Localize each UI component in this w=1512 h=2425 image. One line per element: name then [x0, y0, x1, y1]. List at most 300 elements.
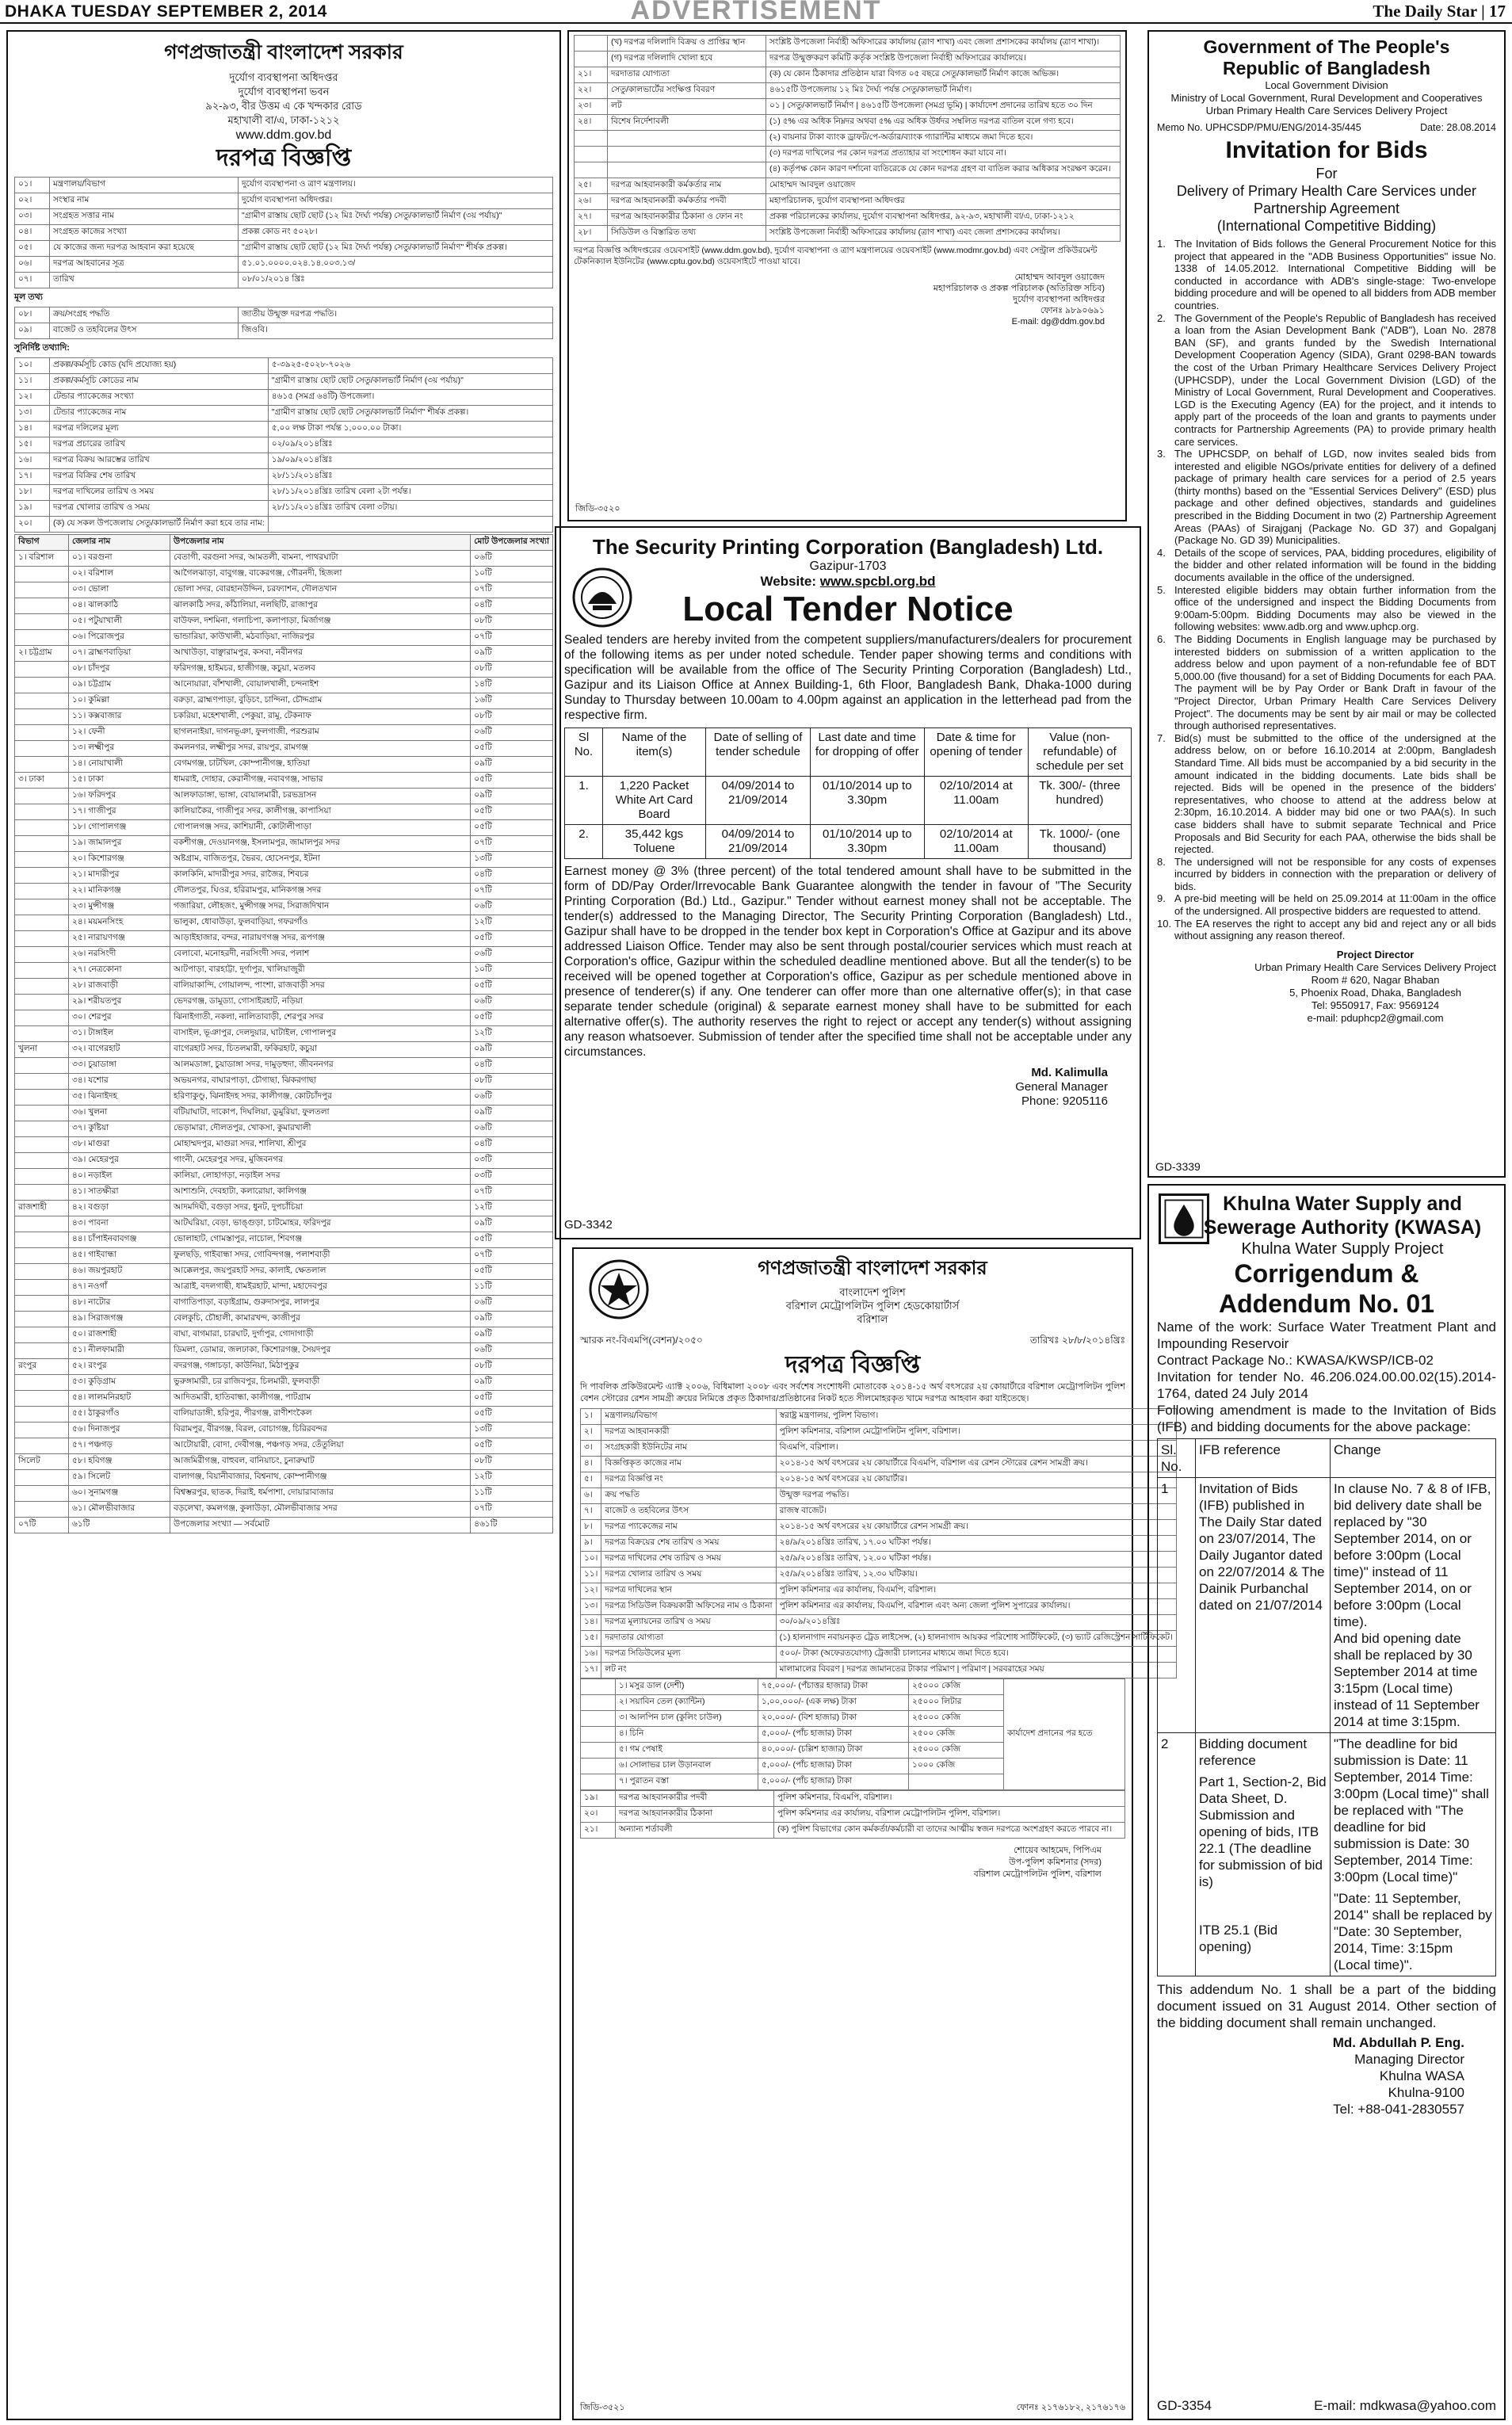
- ddm-dist-division: [15, 630, 69, 646]
- police-lot-qty: ২৫০০০ কেজি: [909, 1711, 1004, 1727]
- table-row: [581, 1807, 1125, 1823]
- police-key: দরপত্র আহবানকারী: [601, 1425, 776, 1441]
- ddm-dist-district: ১৪। নোয়াখালী: [69, 757, 170, 773]
- list-item: [1157, 856, 1496, 893]
- ddm-dist-count: ০৬টি: [471, 1090, 553, 1106]
- ddm-dist-count: ০৬টি: [471, 899, 553, 915]
- police-tail-key: দরপত্র আহবানকারীর ঠিকানা: [616, 1807, 774, 1823]
- ddm-dist-count: ০৪টি: [471, 1137, 553, 1153]
- gob-item-text: The Invitation of Bids follows the General Procurement Notice for this project that appeared in the "ADB Business Opportunities" issue No. 1338 of 14.05.2012. International Competitive Bidding will be conducted in accordance with ADB's single-stage: Two-envelope bidding procedure and will be opened to all bidders from ADB member countries.: [1174, 238, 1496, 311]
- ddm-cont-num: ২৩।: [575, 99, 608, 115]
- ddm-dist-division: [15, 836, 69, 852]
- police-value: উন্মুক্ত দরপত্র পদ্ধতি।: [776, 1488, 1176, 1504]
- table-row: [581, 1791, 1125, 1807]
- ddm-top-key: তারিখ: [50, 273, 239, 288]
- gob-gd-code: GD-3339: [1155, 1160, 1201, 1173]
- ddm-cont-table: [574, 35, 1121, 242]
- ddm-dist-upazilas: ভোলা সদর, বোরহানউদ্দিন, চরফ্যাশন, দৌলতখান: [170, 582, 471, 598]
- ddm-cont-num: [575, 147, 608, 162]
- table-row: [575, 178, 1121, 194]
- ddm-top-num: ০৬।: [15, 257, 50, 273]
- police-office: বরিশাল মেট্রোপলিটন পুলিশ হেডকোয়ার্টার্স: [785, 1300, 960, 1312]
- ddm-cont-key: দরপত্র আহবানকারী কর্মকর্তার নাম: [608, 178, 766, 194]
- table-row: [15, 1153, 553, 1169]
- table-row: [15, 725, 553, 741]
- police-num: ২।: [581, 1425, 601, 1441]
- kwasa-r2-c2: "Date: 11 September, 2014" shall be replaced by "Date: 30 September, 2014, Time: 3:15pm (Local time)".: [1334, 1891, 1492, 1972]
- table-row: [575, 194, 1121, 210]
- ddm-proj-key: প্রকল্প/কর্মসূচি কোডের নাম: [50, 374, 269, 390]
- ddm-dist-district: ৫৯। সিলেট: [69, 1470, 170, 1486]
- ddm-dist-district: ৪৬। জয়পুরহাট: [69, 1264, 170, 1280]
- ddm-proj-value: ২৮/১১/২০১৪খ্রিঃ তারিখ বেলা ৩টায়।: [268, 501, 552, 517]
- ddm-dist-count: ১২টি: [471, 1470, 553, 1486]
- police-num: ৭।: [581, 1504, 601, 1520]
- table-row: [15, 1216, 553, 1232]
- police-key: দরপত্র দাখিলের স্থান: [601, 1583, 776, 1599]
- ddm-dist-upazilas: ভোলাহাট, গোমস্তাপুর, নাচোল, শিবগঞ্জ: [170, 1232, 471, 1248]
- gob-item-number: 10.: [1157, 917, 1172, 930]
- table-row: [15, 1407, 553, 1423]
- ddm-dist-count: ০৭টি: [471, 1502, 553, 1518]
- ddm-dist-upazilas: কমলনগর, লক্ষ্মীপুর সদর, রায়পুর, রামগঞ্জ: [170, 741, 471, 757]
- police-lot-spacer: [581, 1711, 616, 1727]
- ddm-dist-upazilas: ভুরুঙ্গামারী, চর রাজিবপুর, চিলমারী, ফুলবাড়ী: [170, 1375, 471, 1391]
- kwasa-title1: Corrigendum &: [1234, 1259, 1419, 1288]
- ddm-dist-upazilas: আগৈলঝাড়া, বাবুগঞ্জ, বাকেরগঞ্জ, গৌরনদী, হিজলা: [170, 567, 471, 582]
- ddm-dist-count: ০৯টি: [471, 1327, 553, 1343]
- table-row: [575, 36, 1121, 52]
- ddm-dist-division: [15, 1470, 69, 1486]
- ddm-gov: গণপ্রজাতন্ত্রী বাংলাদেশ সরকার: [164, 41, 403, 63]
- ddm-dist-district: ০৭। ব্রাহ্মণবাড়িয়া: [69, 646, 170, 662]
- ddm-dist-count: ০৫টি: [471, 1438, 553, 1454]
- ddm-cont-num: ২৮।: [575, 226, 608, 242]
- gob-item-number: 6.: [1157, 633, 1166, 645]
- ddm-dist-count: ০৫টি: [471, 979, 553, 995]
- police-title: দরপত্র বিজ্ঞপ্তি: [785, 1352, 921, 1378]
- police-tail-num: ২০।: [581, 1807, 616, 1823]
- ddm-cont-key: সেতু/কালভার্টের সংক্ষিপ্ত বিবরণ: [608, 83, 766, 99]
- ddm-dist-division: [15, 915, 69, 931]
- ddm-dist-count: ০৭টি: [471, 1248, 553, 1264]
- ddm-dist-division: [15, 757, 69, 773]
- police-sign-title: উপ-পুলিশ কমিশনার (সদর): [1009, 1858, 1102, 1867]
- kwasa-invitation: Invitation for tender No. 46.206.024.00.00.02(15).2014-1764, dated 24 July 2014: [1157, 1369, 1496, 1401]
- ddm-proj-value: ১৯/০৯/২০১৪খ্রিঃ: [268, 453, 552, 469]
- police-date: তারিখঃ ২৮/৮/২০১৪খ্রিঃ: [1029, 1335, 1125, 1346]
- ddm-dist-division: রাজশাহী: [15, 1201, 69, 1216]
- spcbl-cell-opening: 02/10/2014 at 11.00am: [924, 825, 1028, 859]
- ddm-dist-upazilas: বিরামপুর, বীরগঞ্জ, বিরল, বোচাগঞ্জ, চিরিরবন্দর: [170, 1423, 471, 1438]
- table-row: [575, 67, 1121, 83]
- kwasa-sign-city: Khulna-9100: [1388, 2085, 1464, 2100]
- ddm-dist-header: জেলার নাম: [69, 535, 170, 551]
- kwasa-logo-icon: [1159, 1193, 1209, 1244]
- police-num: ১২।: [581, 1583, 601, 1599]
- table-row: [581, 1536, 1177, 1552]
- ddm-dist-division: [15, 1438, 69, 1454]
- gob-item-number: 5.: [1157, 583, 1166, 596]
- ddm-dist-division: ১। বরিশাল: [15, 551, 69, 567]
- table-row: [581, 1472, 1177, 1488]
- ddm-dist-district: ২০। কিশোরগঞ্জ: [69, 852, 170, 868]
- ddm-top-num: ০২।: [15, 193, 50, 209]
- table-row: [15, 757, 553, 773]
- ddm-top-value: "গ্রামীণ রাস্তায় ছোট ছোট (১২ মিঃ দৈর্ঘ্য পর্যন্ত) সেতু/কালভার্ট নির্মাণ" শীর্ষক প্রকল্প।: [239, 241, 553, 257]
- ddm-dist-district: ০৮। চাঁদপুর: [69, 662, 170, 678]
- police-lot-security: ৫,০০০/- (পাঁচ হাজার) টাকা: [758, 1727, 909, 1743]
- ddm-dist-district: ৫৫। ঠাকুরগাঁও: [69, 1407, 170, 1423]
- ddm-dist-count: ০৩টি: [471, 1169, 553, 1185]
- ddm-mid-key: বাজেট ও তহবিলের উৎস: [50, 323, 239, 339]
- table-row: [15, 1010, 553, 1026]
- spcbl-city: Gazipur-1703: [809, 559, 887, 573]
- table-row: [15, 1121, 553, 1137]
- ddm-dist-upazilas: বড়লেখা, কমলগঞ্জ, কুলাউড়া, মৌলভীবাজার সদর: [170, 1502, 471, 1518]
- ddm-dist-district: ৪৮। নাটোর: [69, 1296, 170, 1312]
- ddm-dist-upazilas: ডিমলা, ডোমার, জলঢাকা, কিশোরগঞ্জ, সৈয়দপুর: [170, 1343, 471, 1359]
- ddm-dist-division: [15, 1216, 69, 1232]
- spcbl-website-link[interactable]: www.spcbl.org.bd: [819, 574, 936, 589]
- police-num: ১৩।: [581, 1599, 601, 1615]
- ddm-dist-upazilas: কালকিনি, মাদারীপুর সদর, রাজৈর, শিবচর: [170, 868, 471, 884]
- ddm-dist-upazilas: ভেড়ামারা, দৌলতপুর, খোকসা, কুমারখালী: [170, 1121, 471, 1137]
- ddm-dist-district: ৪১। সাতক্ষীরা: [69, 1185, 170, 1201]
- ddm-dist-district: ০৯। চট্টগ্রাম: [69, 678, 170, 693]
- ddm-dist-division: [15, 995, 69, 1010]
- ddm-dist-upazilas: আটপাড়া, বারহাট্টা, দুর্গাপুর, খালিয়াজুরী: [170, 963, 471, 979]
- ddm-dist-count: ০৫টি: [471, 773, 553, 789]
- ddm-dist-count: ১৪টি: [471, 678, 553, 693]
- ddm-top-num: ০৩।: [15, 209, 50, 225]
- gob-memo: Memo No. UPHCSDP/PMU/ENG/2014-35/445: [1157, 122, 1361, 133]
- ddm-dist-division: [15, 899, 69, 915]
- ddm-continuation-ad: [567, 30, 1127, 521]
- ddm-sign-email[interactable]: E-mail: dg@ddm.gov.bd: [1011, 317, 1105, 327]
- ddm-dist-upazilas: অষ্টগ্রাম, বাজিতপুর, ভৈরব, হোসেনপুর, ইটনা: [170, 852, 471, 868]
- ddm-cont-value: মহাপরিচালক, দুর্যোগ ব্যবস্থাপনা অধিদপ্তর: [766, 194, 1121, 210]
- ddm-dist-division: [15, 1391, 69, 1407]
- ddm-cont-value: সংশ্লিষ্ট উপজেলা নির্বাহী অফিসারের কার্যালয় (ত্রাণ শাখা) এবং জেলা প্রশাসকের কার্যালয় (ত্রাণ শাখা)।: [766, 36, 1121, 52]
- table-row: [15, 979, 553, 995]
- police-value: পুলিশ কমিশনার, বরিশাল মেট্রোপলিটন পুলিশ, বরিশাল।: [776, 1425, 1176, 1441]
- ddm-proj-key: দরপত্র দাখিলের তারিখ ও সময়: [50, 485, 269, 501]
- police-num: ১০।: [581, 1552, 601, 1568]
- police-tail-num: ২১।: [581, 1823, 616, 1839]
- ddm-mid-key: ক্রয়/সংগ্রহ পদ্ধতি: [50, 307, 239, 323]
- police-value: ২৫/৯/২০১৪খ্রিঃ তারিখ, ১২.০০ ঘটিকা পর্যন্ত।: [776, 1552, 1176, 1568]
- kwasa-contract: Contract Package No.: KWASA/KWSP/ICB-02: [1157, 1353, 1434, 1368]
- ddm-dist-division: [15, 1327, 69, 1343]
- ddm-total-count: ৪৬১টি: [471, 1518, 553, 1533]
- ddm-dist-upazilas: ধামরাই, দোহার, কেরানীগঞ্জ, নবাবগঞ্জ, সাভার: [170, 773, 471, 789]
- table-row: [581, 1583, 1177, 1599]
- police-num: ৯।: [581, 1536, 601, 1552]
- table-row: [15, 1248, 553, 1264]
- table-row: [15, 1090, 553, 1106]
- gob-for3: (International Competitive Bidding): [1216, 218, 1437, 234]
- ddm-cont-key: দরপত্র আহবানকারী কর্মকর্তার পদবী: [608, 194, 766, 210]
- table-row: [15, 225, 553, 241]
- ddm-dist-division: [15, 1090, 69, 1106]
- kwasa-email[interactable]: E-mail: mdkwasa@yahoo.com: [1314, 2398, 1496, 2413]
- police-gd-code: জিডি-৩৫২১: [580, 2403, 625, 2412]
- ddm-top-num: ০৪।: [15, 225, 50, 241]
- ddm-dist-header: বিভাগ: [15, 535, 69, 551]
- ddm-dist-count: ০৯টি: [471, 1375, 553, 1391]
- ddm-dist-count: ০৬টি: [471, 995, 553, 1010]
- ddm-dist-count: ০৭টি: [471, 836, 553, 852]
- table-row: [581, 1679, 1125, 1695]
- ddm-dist-upazilas: আক্কেলপুর, জয়পুরহাট সদর, কালাই, ক্ষেতলাল: [170, 1264, 471, 1280]
- ddm-dist-district: ১৫। ঢাকা: [69, 773, 170, 789]
- police-gov: গণপ্রজাতন্ত্রী বাংলাদেশ সরকার: [758, 1258, 987, 1279]
- police-num: ১৭।: [581, 1663, 601, 1678]
- ddm-dist-division: [15, 1423, 69, 1438]
- police-num: ১১।: [581, 1568, 601, 1583]
- police-value: রাজস্ব বাজেট।: [776, 1504, 1176, 1520]
- spcbl-cell-value: Tk. 300/- (three hundred): [1029, 777, 1132, 825]
- spcbl-col-header: Date of selling of tender schedule: [706, 728, 811, 777]
- ddm-dist-division: [15, 852, 69, 868]
- gob-head2: Republic of Bangladesh: [1223, 58, 1430, 78]
- gob-ifb-ad: [1147, 30, 1506, 1178]
- ddm-sign-org: দুর্যোগ ব্যবস্থাপনা অধিদপ্তর: [1013, 295, 1105, 304]
- police-lot-spacer: [581, 1759, 616, 1774]
- table-row: [15, 709, 553, 725]
- table-row: [581, 1425, 1177, 1441]
- ddm-cont-num: [575, 36, 608, 52]
- ddm-dist-upazilas: বকশীগঞ্জ, দেওয়ানগঞ্জ, ইসলামপুর, জামালপুর সদর: [170, 836, 471, 852]
- police-value: ২৫/৯/২০১৪খ্রিঃ তারিখ, ১২.৩০ ঘটিকায়।: [776, 1568, 1176, 1583]
- ddm-dist-division: [15, 1153, 69, 1169]
- ddm-cont-num: ২৭।: [575, 210, 608, 226]
- table-row: [15, 178, 553, 193]
- ddm-dist-upazilas: বাউফল, দশমিনা, গলাচিপা, কলাপাড়া, মির্জাগঞ্জ: [170, 614, 471, 630]
- gob-sign-l3: 5, Phoenix Road, Dhaka, Bangladesh: [1289, 986, 1461, 999]
- ddm-cont-value: সংশ্লিষ্ট উপজেলা নির্বাহী অফিসারের কার্যালয় (ত্রাণ শাখা) এবং জেলা প্রশাসকের কার্যালয়।: [766, 226, 1121, 242]
- ddm-dist-division: [15, 1074, 69, 1090]
- ddm-dist-count: ১৩টি: [471, 852, 553, 868]
- ddm-dist-upazilas: বালাগঞ্জ, বিয়ানীবাজার, বিশ্বনাথ, কোম্পানীগঞ্জ: [170, 1470, 471, 1486]
- police-value: ৩০/০৯/২০১৪খ্রিঃ: [776, 1615, 1176, 1631]
- police-lot-security: ১,০০,০০০/- (এক লক্ষ) টাকা: [758, 1695, 909, 1711]
- ddm-city: মহাখালী বা/এ, ঢাকা-১২১২: [227, 114, 340, 126]
- ddm-dist-upazilas: আখাউড়া, বাঞ্ছারামপুর, কসবা, নবীনগর: [170, 646, 471, 662]
- ddm-dist-division: সিলেট: [15, 1454, 69, 1470]
- ddm-dist-upazilas: ফরিদগঞ্জ, হাইমচর, হাজীগঞ্জ, কচুয়া, মতলব: [170, 662, 471, 678]
- ddm-dist-division: রংপুর: [15, 1359, 69, 1375]
- ddm-dist-upazilas: আলফাডাঙ্গা, ভাঙ্গা, বোয়ালমারী, চরভদ্রাসন: [170, 789, 471, 804]
- ddm-dist-division: [15, 931, 69, 947]
- table-row: [15, 1042, 553, 1058]
- ddm-dist-upazilas: আজমিরীগঞ্জ, বাহুবল, বানিয়াচং, চুনারুঘাট: [170, 1454, 471, 1470]
- table-row: [15, 1137, 553, 1153]
- table-row: [15, 915, 553, 931]
- ddm-dist-district: ০৫। পটুয়াখালী: [69, 614, 170, 630]
- table-row: [15, 1074, 553, 1090]
- table-row: [15, 517, 553, 533]
- gob-terms-list: [1157, 238, 1496, 942]
- table-row: [15, 630, 553, 646]
- spcbl-sign-title: General Manager: [1015, 1080, 1108, 1094]
- kwasa-r2-ref2: Part 1, Section-2, Bid Data Sheet, D. Submission and opening of bids, ITB 22.1 (The deadline for submission of bid is): [1199, 1774, 1327, 1889]
- police-tail-value: পুলিশ কমিশনার এর কার্যালয়, বরিশাল মেট্রোপলিটন পুলিশ, বরিশাল।: [774, 1807, 1125, 1823]
- ddm-dist-count: ০৬টি: [471, 947, 553, 963]
- table-row: [575, 147, 1121, 162]
- ddm-dist-division: [15, 1264, 69, 1280]
- ddm-proj-num: ১২।: [15, 390, 50, 406]
- ddm-dist-count: ০৯টি: [471, 1042, 553, 1058]
- ddm-top-key: যে কাজের জন্য দরপত্র আহবান করা হয়েছে: [50, 241, 239, 257]
- table-row: [15, 1264, 553, 1280]
- spcbl-tender-ad: [555, 526, 1141, 1239]
- table-row: [15, 678, 553, 693]
- ddm-cont-key: লট: [608, 99, 766, 115]
- ddm-dist-upazilas: বালিয়াকান্দি, গোয়ালন্দ, পাংশা, রাজবাড়ী সদর: [170, 979, 471, 995]
- ddm-total-grand-label: সর্বমোট: [244, 1519, 269, 1529]
- ddm-dist-upazilas: বাসাইল, ভূঞাপুর, দেলদুয়ার, ঘাটাইল, গোপালপুর: [170, 1026, 471, 1042]
- ddm-dist-district: ৩০। শেরপুর: [69, 1010, 170, 1026]
- table-row: [15, 1026, 553, 1042]
- ddm-proj-key: (ক) যে সকল উপজেলায় সেতু/কালভার্ট নির্মাণ করা হবে তার নাম:: [50, 517, 269, 533]
- ddm-dist-district: ০১। বরগুনা: [69, 551, 170, 567]
- police-key: সংগ্রহকারী ইউনিটের নাম: [601, 1441, 776, 1457]
- kwasa-table: [1157, 1438, 1496, 1976]
- kwasa-work: Name of the work: Surface Water Treatment Plant and Impounding Reservoir: [1157, 1319, 1496, 1351]
- list-item: [1157, 633, 1496, 732]
- ddm-cont-key: [608, 147, 766, 162]
- list-item: [1157, 448, 1496, 547]
- kwasa-r2-ref1: Bidding document reference: [1199, 1736, 1308, 1768]
- ddm-dist-upazilas: বাগাতিপাড়া, বড়াইগ্রাম, গুরুদাসপুর, লালপুর: [170, 1296, 471, 1312]
- police-num: ৩।: [581, 1441, 601, 1457]
- table-row: [15, 868, 553, 884]
- ddm-top-key: সংস্থার নাম: [50, 193, 239, 209]
- ddm-cont-value: ৪৬১৫টি উপজেলায় ১২ মিঃ দৈর্ঘ্য পর্যন্ত সেতু/কালভার্ট নির্মাণ।: [766, 83, 1121, 99]
- ddm-top-value: "গ্রামীণ রাস্তায় ছোট ছোট (১২ মিঃ দৈর্ঘ্য পর্যন্ত) সেতু/কালভার্ট নির্মাণ (৩য় পর্যায়)": [239, 209, 553, 225]
- ddm-cont-key: [608, 162, 766, 178]
- police-lot-security: ২০,০০০/- (বিশ হাজার) টাকা: [758, 1711, 909, 1727]
- police-value: পুলিশ কমিশনার এর কার্যালয়, বিএমপি, বরিশাল।: [776, 1583, 1176, 1599]
- spcbl-tender-table: [564, 728, 1132, 859]
- spcbl-cell-value: Tk. 1000/- (one thousand): [1029, 825, 1132, 859]
- ddm-dist-district: ৩৭। কুষ্টিয়া: [69, 1121, 170, 1137]
- ddm-dist-division: খুলনা: [15, 1042, 69, 1058]
- ddm-dist-district: ২৩। মুন্সীগঞ্জ: [69, 899, 170, 915]
- ddm-cont-key: সিডিউল ও বিস্তারিত তথ্য: [608, 226, 766, 242]
- ddm-dist-district: ০২। বরিশাল: [69, 567, 170, 582]
- ddm-proj-num: ১৪।: [15, 422, 50, 437]
- table-row: [15, 1312, 553, 1327]
- ddm-dist-district: ৪৩। পাবনা: [69, 1216, 170, 1232]
- gob-sign-email[interactable]: e-mail: pduphcp2@gmail.com: [1307, 1011, 1444, 1024]
- ddm-proj-value: ২৮/১১/২০১৪খ্রিঃ: [268, 469, 552, 485]
- kwasa-col-change: Change: [1331, 1439, 1496, 1478]
- police-key: দরপত্র দাখিলের শেষ তারিখ ও সময়: [601, 1552, 776, 1568]
- spcbl-cell-sl: 2.: [565, 825, 603, 859]
- police-lot-item: ৭। পুরাতন বস্তা: [616, 1774, 758, 1790]
- ddm-dist-count: ১২টি: [471, 915, 553, 931]
- police-lot-qty: ২৫০০০ লিটার: [909, 1695, 1004, 1711]
- police-lot-spacer: [581, 1774, 616, 1790]
- ddm-top-num: ০৫।: [15, 241, 50, 257]
- ddm-dist-district: ৫০। রাজশাহী: [69, 1327, 170, 1343]
- spcbl-sign-phone: Phone: 9205116: [1021, 1094, 1108, 1108]
- police-lot-security: ৫,০০০/- (পাঁচ হাজার) টাকা: [758, 1774, 909, 1790]
- table-row: [15, 1486, 553, 1502]
- ddm-cont-value: ০১ | সেতু/কালভার্ট নির্মাণ | ৪৬১৫টি উপজেলা (সমগ্র ভূমি) | কার্যাদেশ প্রদানের তারিখ হতে ৩০ দিন: [766, 99, 1121, 115]
- ddm-proj-value: "গ্রামীণ রাস্তায় ছোট ছোট সেতু/কালভার্ট নির্মাণ (৩য় পর্যায়)": [268, 374, 552, 390]
- ddm-dist-district: ১০। কুমিল্লা: [69, 693, 170, 709]
- ddm-project-info-label: সুনির্দিষ্ট তথ্যাদি:: [14, 343, 70, 353]
- list-item: [1157, 547, 1496, 584]
- ddm-key-table: [14, 307, 553, 339]
- list-item: [1157, 918, 1496, 942]
- spcbl-logo-icon: [571, 566, 634, 629]
- police-key: বাজেট ও তহবিলের উৎস: [601, 1504, 776, 1520]
- ddm-dist-count: ১১টি: [471, 1280, 553, 1296]
- police-key: ক্রয় পদ্ধতি: [601, 1488, 776, 1504]
- ddm-total-label: উপজেলার সংখ্যা — সর্বমোট: [170, 1518, 471, 1533]
- table-row: [15, 582, 553, 598]
- ddm-dist-district: ৫৬। দিনাজপুর: [69, 1423, 170, 1438]
- police-sign-org: বরিশাল মেট্রোপলিটন পুলিশ, বরিশাল: [973, 1869, 1102, 1879]
- ddm-dist-count: ০৫টি: [471, 1010, 553, 1026]
- ddm-dist-division: [15, 963, 69, 979]
- ddm-total-dist: ৬১টি: [69, 1518, 170, 1533]
- table-row: [15, 485, 553, 501]
- ddm-dist-count: ০৯টি: [471, 1106, 553, 1121]
- ddm-proj-key: দরপত্র খোলার তারিখ ও সময়: [50, 501, 269, 517]
- table-row: [15, 453, 553, 469]
- gob-item-number: 8.: [1157, 855, 1166, 868]
- ddm-dist-district: ১৭। গাজীপুর: [69, 804, 170, 820]
- ddm-dist-upazilas: বটিয়াঘাটা, দাকোপ, দিঘলিয়া, ডুমুরিয়া, ফুলতলা: [170, 1106, 471, 1121]
- police-tail-key: দরপত্র আহবানকারীর পদবী: [616, 1791, 774, 1807]
- ddm-proj-key: টেন্ডার প্যাকেজের নাম: [50, 406, 269, 422]
- ddm-website[interactable]: www.ddm.gov.bd: [235, 128, 332, 142]
- ddm-top-value: দুর্যোগ ব্যবস্থাপনা অধিদপ্তর।: [239, 193, 553, 209]
- ddm-dist-upazilas: আশাশুনি, দেবহাটা, কলারোয়া, কালিগঞ্জ: [170, 1185, 471, 1201]
- kwasa-col-sl: Sl. No.: [1158, 1439, 1196, 1478]
- police-num: ১৬।: [581, 1647, 601, 1663]
- police-key: দরপত্র বিজ্ঞপ্তি নং: [601, 1472, 776, 1488]
- police-lot-spacer: [581, 1695, 616, 1711]
- police-key: দরপত্র বিক্রয়ের শেষ তারিখ ও সময়: [601, 1536, 776, 1552]
- ddm-dist-district: ৫১। নীলফামারী: [69, 1343, 170, 1359]
- police-lot-qty: ১০০০ কেজি: [909, 1759, 1004, 1774]
- spcbl-cell-drop: 01/10/2014 up to 3.30pm: [810, 825, 924, 859]
- police-ref: স্মারক নং-বিএমপি(বেশন)/২০৫০: [580, 1335, 703, 1346]
- ddm-project-table: [14, 357, 553, 533]
- kwasa-r2-c1: "The deadline for bid submission is Date: 11 September, 2014 Time: 3:00pm (Local time)" shall be replaced with "The deadline for bid submission is Date: 30 September, 2014 Time: 3:00pm (Local time)": [1334, 1736, 1489, 1885]
- kwasa-r1-ref: Invitation of Bids (IFB) published in The Daily Star dated on 23/07/2014, The Daily Jugantor dated on 22/07/2014 & The Dainik Purbanchal dated on 21/07/2014: [1196, 1478, 1331, 1733]
- ddm-mid-num: ০৮।: [15, 307, 50, 323]
- gob-sub2: Ministry of Local Government, Rural Development and Cooperatives: [1170, 92, 1483, 104]
- table-row: [15, 1359, 553, 1375]
- table-row: [15, 836, 553, 852]
- table-row: [15, 1058, 553, 1074]
- list-item: [1157, 732, 1496, 856]
- kwasa-sign-org: Khulna WASA: [1379, 2068, 1464, 2083]
- ddm-proj-key: দরপত্র বিক্রির শেষ তারিখ: [50, 469, 269, 485]
- ddm-dist-district: ৩৩। চুয়াডাঙ্গা: [69, 1058, 170, 1074]
- ddm-dist-division: [15, 693, 69, 709]
- kwasa-intro: Following amendment is made to the Invitation of Bids (IFB) and bidding documents for the above package:: [1157, 1403, 1496, 1434]
- ddm-dist-count: ১২টি: [471, 1201, 553, 1216]
